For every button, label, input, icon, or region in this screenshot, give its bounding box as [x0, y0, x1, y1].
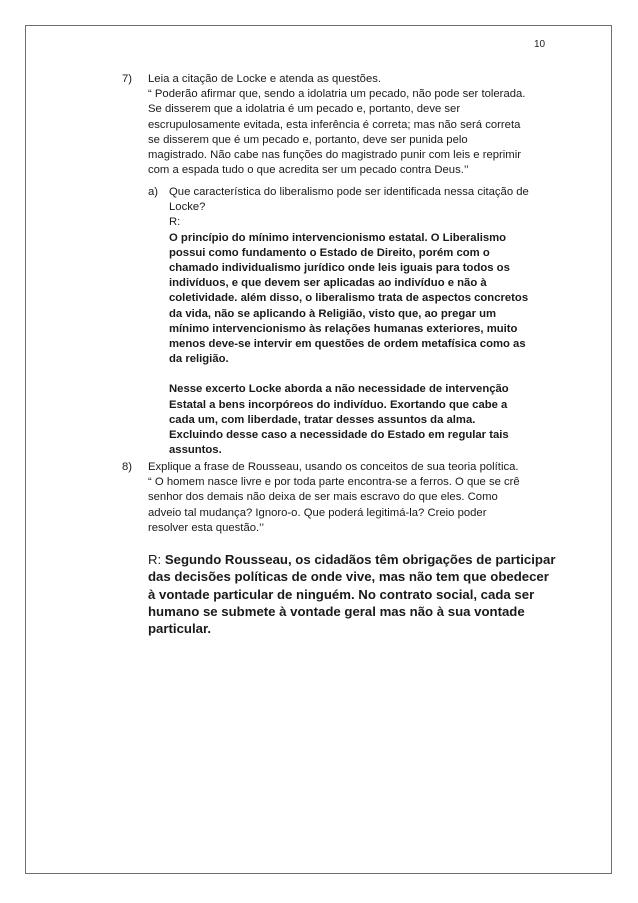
quote-line: resolver esta questão.’’ — [148, 521, 264, 534]
answer-line — [148, 551, 555, 568]
quote-line: magistrado. Não cabe nas funções do magistrado punir com leis e reprimir — [148, 149, 521, 162]
answer-line: menos deve-se intervir em questões de ordem metafísica como as — [169, 338, 526, 351]
quote-line: adveio tal mudança? Ignoro-o. Que poderá legitimá-la? Creio poder — [148, 506, 487, 519]
answer-line: Nesse excerto Locke aborda a não necessidade de intervenção — [169, 383, 509, 396]
quote-line: senhor dos demais não deixa de ser mais escravo do que eles. Como — [148, 491, 498, 504]
question-text — [148, 460, 555, 638]
answer-line: particular. — [148, 621, 212, 637]
answer-line: mínimo intervencionismo às relações humanas exteriores, muito — [169, 322, 518, 335]
answer-line: das decisões políticas de onde vive, mas não tem que obedecer — [148, 569, 549, 585]
answer-line: Excluindo desse caso a necessidade do Estado em regular tais — [169, 429, 509, 442]
answer-line: à vontade particular de ninguém. No contrato social, cada ser — [148, 586, 535, 602]
question-prompt: Explique a frase de Rousseau, usando os conceitos de sua teoria política. — [148, 461, 519, 473]
answer-line: possui como fundamento o Estado de Direito, porém com o — [169, 246, 490, 259]
quote-line: “ Poderão afirmar que, sendo a idolatria um pecado, não pode ser tolerada. — [148, 88, 526, 101]
quote-line: “ O homem nasce livre e por toda parte encontra-se a ferros. O que se crê — [148, 476, 520, 489]
answer-line: da religião. — [169, 353, 229, 366]
answer-line: chamado individualismo jurídico onde leis iguais para todos os — [169, 262, 510, 275]
answer-line: cada um, com liberdade, tratar desses assuntos da alma. — [169, 413, 476, 426]
answer-line: coletividade. além disso, o liberalismo trata de aspectos concretos — [169, 292, 529, 305]
quote-line: escrupulosamente evitada, esta inferência é correta; mas não será correta — [148, 118, 521, 131]
answer-line: assuntos. — [169, 444, 222, 457]
answer-label: R: — [148, 552, 162, 568]
answer-paragraph — [169, 231, 529, 368]
answer-line: da vida, não se aplicando à Religião, visto que, ao pregar um — [169, 307, 497, 320]
question-number: 8) — [122, 461, 133, 473]
question-prompt: Leia a citação de Locke e atenda as questões. — [148, 73, 382, 85]
answer-line: Estatal a bens incorpóreos do indivíduo. Exortando que cabe a — [169, 398, 508, 411]
page-number: 10 — [534, 39, 546, 50]
answer-line: indivíduos, e que devem ser aplicadas ao indivíduo e não à — [169, 277, 487, 290]
subquestion-text: Locke? — [169, 201, 206, 214]
question-text — [148, 72, 525, 178]
quote-line: com a espada tudo o que acredita ser um pecado contra Deus.’’ — [148, 164, 469, 177]
subquestion-letter: a) — [148, 186, 159, 198]
answer-paragraph — [148, 551, 555, 637]
quote-line: Se disserem que a idolatria é um pecado e, portanto, deve ser — [148, 103, 461, 116]
answer-label: R: — [169, 216, 181, 229]
answer-line: O princípio do mínimo intervencionismo estatal. O Liberalismo — [169, 231, 507, 244]
answer-line: humano se submete à vontade geral mas não à sua vontade — [148, 603, 525, 619]
quote-line: se disserem que é um pecado e, portanto, deve ser punida pelo — [148, 133, 468, 146]
question-number: 7) — [122, 73, 133, 85]
answer-line-first: Segundo Rousseau, os cidadãos têm obrigações de participar — [164, 552, 556, 568]
answer-paragraph-2 — [169, 382, 529, 458]
subquestion-text: Que característica do liberalismo pode ser identificada nessa citação de — [169, 186, 529, 198]
subquestion-a — [169, 185, 529, 458]
